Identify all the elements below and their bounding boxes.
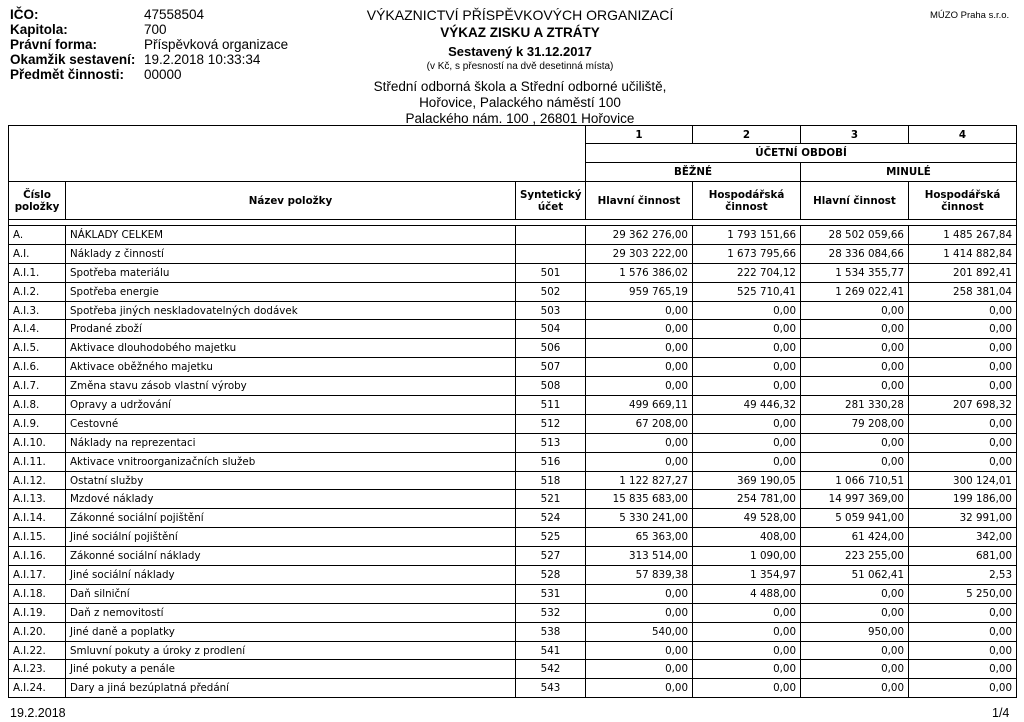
row-econ-previous: 5 250,00 (909, 584, 1017, 603)
row-account: 532 (516, 603, 586, 622)
previous-period-header: MINULÉ (801, 163, 1017, 182)
row-econ-current: 49 528,00 (693, 509, 801, 528)
row-name: Jiné sociální náklady (66, 566, 516, 585)
row-econ-previous: 2,53 (909, 566, 1017, 585)
row-main-previous: 79 208,00 (801, 414, 909, 433)
row-account: 502 (516, 282, 586, 301)
row-number: A.I.19. (9, 603, 66, 622)
table-row (9, 584, 1017, 603)
row-number: A.I.16. (9, 547, 66, 566)
row-econ-previous: 1 414 882,84 (909, 244, 1017, 263)
row-econ-current: 408,00 (693, 528, 801, 547)
ico-label: IČO: (10, 7, 39, 22)
row-main-current: 0,00 (586, 301, 693, 320)
row-name: Cestovné (66, 414, 516, 433)
row-main-previous: 0,00 (801, 660, 909, 679)
row-account: 518 (516, 471, 586, 490)
row-account: 528 (516, 566, 586, 585)
row-account: 504 (516, 320, 586, 339)
row-number: A.I.1. (9, 263, 66, 282)
row-main-previous: 0,00 (801, 339, 909, 358)
row-main-previous: 0,00 (801, 320, 909, 339)
row-econ-previous: 1 485 267,84 (909, 226, 1017, 245)
row-name: Náklady z činností (66, 244, 516, 263)
row-account (516, 244, 586, 263)
row-econ-current: 49 446,32 (693, 396, 801, 415)
row-account (516, 226, 586, 245)
table-row (9, 603, 1017, 622)
row-main-current: 313 514,00 (586, 547, 693, 566)
row-main-previous: 14 997 369,00 (801, 490, 909, 509)
row-econ-previous: 0,00 (909, 377, 1017, 396)
row-name: Aktivace oběžného majetku (66, 358, 516, 377)
kapitola-value: 700 (144, 22, 167, 37)
col-header-main-previous: Hlavní činnost (801, 182, 909, 220)
table-row (9, 320, 1017, 339)
row-main-current: 0,00 (586, 358, 693, 377)
row-main-previous: 0,00 (801, 301, 909, 320)
table-row (9, 226, 1017, 245)
row-econ-current: 0,00 (693, 433, 801, 452)
col-number-2: 2 (693, 126, 801, 144)
col-header-number: Číslo položky (9, 182, 66, 220)
row-main-current: 0,00 (586, 452, 693, 471)
row-name: Prodané zboží (66, 320, 516, 339)
row-main-current: 0,00 (586, 320, 693, 339)
table-row (9, 244, 1017, 263)
kapitola-label: Kapitola: (10, 22, 68, 37)
row-econ-current: 254 781,00 (693, 490, 801, 509)
row-main-current: 0,00 (586, 603, 693, 622)
col-number-1: 1 (586, 126, 693, 144)
row-main-previous: 950,00 (801, 622, 909, 641)
row-econ-current: 0,00 (693, 301, 801, 320)
row-account: 521 (516, 490, 586, 509)
row-main-previous: 1 269 022,41 (801, 282, 909, 301)
row-name: NÁKLADY CELKEM (66, 226, 516, 245)
row-econ-current: 1 793 151,66 (693, 226, 801, 245)
row-main-current: 57 839,38 (586, 566, 693, 585)
row-econ-current: 222 704,12 (693, 263, 801, 282)
row-econ-current: 369 190,05 (693, 471, 801, 490)
pravni-forma-label: Právní forma: (10, 37, 98, 52)
row-econ-previous: 258 381,04 (909, 282, 1017, 301)
report-date: Sestavený k 31.12.2017 (448, 44, 592, 59)
row-econ-previous: 0,00 (909, 622, 1017, 641)
org-name-line-1: Střední odborná škola a Střední odborné učiliště, (373, 79, 667, 94)
table-row (9, 452, 1017, 471)
col-number-4: 4 (909, 126, 1017, 144)
row-account: 527 (516, 547, 586, 566)
row-main-current: 499 669,11 (586, 396, 693, 415)
row-account: 511 (516, 396, 586, 415)
row-main-current: 5 330 241,00 (586, 509, 693, 528)
row-main-previous: 28 502 059,66 (801, 226, 909, 245)
row-econ-current: 0,00 (693, 603, 801, 622)
row-econ-current: 0,00 (693, 377, 801, 396)
row-econ-previous: 0,00 (909, 679, 1017, 698)
row-number: A.I.14. (9, 509, 66, 528)
table-row (9, 509, 1017, 528)
row-econ-current: 0,00 (693, 414, 801, 433)
ico-value: 47558504 (144, 7, 205, 22)
row-econ-previous: 681,00 (909, 547, 1017, 566)
row-main-previous: 0,00 (801, 603, 909, 622)
row-econ-current: 525 710,41 (693, 282, 801, 301)
row-account: 507 (516, 358, 586, 377)
row-account: 512 (516, 414, 586, 433)
table-row (9, 641, 1017, 660)
row-number: A.I.10. (9, 433, 66, 452)
report-title: VÝKAZNICTVÍ PŘÍSPĚVKOVÝCH ORGANIZACÍ (366, 7, 674, 23)
row-account: 531 (516, 584, 586, 603)
row-econ-previous: 300 124,01 (909, 471, 1017, 490)
col-number-3: 3 (801, 126, 909, 144)
org-name-line-2: Hořovice, Palackého náměstí 100 (419, 95, 621, 110)
row-account: 525 (516, 528, 586, 547)
row-number: A.I.15. (9, 528, 66, 547)
row-name: Smluvní pokuty a úroky z prodlení (66, 641, 516, 660)
row-name: Mzdové náklady (66, 490, 516, 509)
row-name: Jiné sociální pojištění (66, 528, 516, 547)
row-account: 524 (516, 509, 586, 528)
row-main-current: 0,00 (586, 660, 693, 679)
row-number: A.I. (9, 244, 66, 263)
row-account: 513 (516, 433, 586, 452)
row-econ-previous: 32 991,00 (909, 509, 1017, 528)
row-econ-previous: 0,00 (909, 320, 1017, 339)
profit-loss-table (8, 125, 1017, 698)
predmet-label: Předmět činnosti: (10, 67, 125, 82)
table-row (9, 377, 1017, 396)
row-number: A.I.13. (9, 490, 66, 509)
row-econ-current: 4 488,00 (693, 584, 801, 603)
row-main-current: 15 835 683,00 (586, 490, 693, 509)
row-econ-previous: 199 186,00 (909, 490, 1017, 509)
row-econ-previous: 0,00 (909, 433, 1017, 452)
row-name: Náklady na reprezentaci (66, 433, 516, 452)
table-row (9, 414, 1017, 433)
row-main-previous: 0,00 (801, 452, 909, 471)
row-main-previous: 0,00 (801, 641, 909, 660)
row-main-previous: 0,00 (801, 377, 909, 396)
row-econ-previous: 0,00 (909, 452, 1017, 471)
row-main-current: 29 303 222,00 (586, 244, 693, 263)
table-row (9, 622, 1017, 641)
report-unit: (v Kč, s přesností na dvě desetinná místa) (426, 61, 614, 72)
table-row (9, 660, 1017, 679)
row-main-current: 0,00 (586, 679, 693, 698)
row-number: A.I.22. (9, 641, 66, 660)
row-main-current: 0,00 (586, 377, 693, 396)
row-main-previous: 0,00 (801, 433, 909, 452)
company-name: MÚZO Praha s.r.o. (930, 10, 1010, 21)
row-econ-previous: 342,00 (909, 528, 1017, 547)
row-econ-previous: 0,00 (909, 301, 1017, 320)
row-main-previous: 28 336 084,66 (801, 244, 909, 263)
row-main-current: 0,00 (586, 339, 693, 358)
row-econ-current: 0,00 (693, 452, 801, 471)
row-name: Ostatní služby (66, 471, 516, 490)
row-econ-current: 1 673 795,66 (693, 244, 801, 263)
row-econ-previous: 0,00 (909, 603, 1017, 622)
row-name: Spotřeba energie (66, 282, 516, 301)
row-number: A.I.5. (9, 339, 66, 358)
row-econ-previous: 207 698,32 (909, 396, 1017, 415)
row-main-current: 0,00 (586, 641, 693, 660)
row-econ-current: 1 354,97 (693, 566, 801, 585)
row-account: 508 (516, 377, 586, 396)
row-name: Daň silniční (66, 584, 516, 603)
row-econ-previous: 0,00 (909, 358, 1017, 377)
row-econ-previous: 0,00 (909, 339, 1017, 358)
row-account: 503 (516, 301, 586, 320)
row-name: Spotřeba materiálu (66, 263, 516, 282)
table-row (9, 263, 1017, 282)
row-name: Změna stavu zásob vlastní výroby (66, 377, 516, 396)
row-name: Dary a jiná bezúplatná předání (66, 679, 516, 698)
row-main-previous: 61 424,00 (801, 528, 909, 547)
footer-date: 19.2.2018 (10, 706, 66, 720)
row-main-previous: 1 066 710,51 (801, 471, 909, 490)
row-number: A.I.11. (9, 452, 66, 471)
predmet-value: 00000 (144, 67, 182, 82)
table-row (9, 679, 1017, 698)
row-main-previous: 1 534 355,77 (801, 263, 909, 282)
row-name: Jiné daně a poplatky (66, 622, 516, 641)
row-number: A.I.7. (9, 377, 66, 396)
row-number: A.I.18. (9, 584, 66, 603)
row-number: A.I.8. (9, 396, 66, 415)
row-name: Spotřeba jiných neskladovatelných dodávek (66, 301, 516, 320)
row-number: A.I.2. (9, 282, 66, 301)
row-main-previous: 0,00 (801, 358, 909, 377)
col-header-econ-current: Hospodářská činnost (693, 182, 801, 220)
row-name: Jiné pokuty a penále (66, 660, 516, 679)
table-row (9, 358, 1017, 377)
row-econ-current: 0,00 (693, 320, 801, 339)
row-main-previous: 281 330,28 (801, 396, 909, 415)
okamzik-value: 19.2.2018 10:33:34 (144, 52, 261, 67)
row-main-current: 65 363,00 (586, 528, 693, 547)
row-number: A.I.9. (9, 414, 66, 433)
row-account: 541 (516, 641, 586, 660)
row-main-current: 0,00 (586, 584, 693, 603)
row-account: 542 (516, 660, 586, 679)
table-row (9, 566, 1017, 585)
pravni-forma-value: Příspěvková organizace (144, 37, 289, 52)
row-name: Aktivace dlouhodobého majetku (66, 339, 516, 358)
row-name: Aktivace vnitroorganizačních služeb (66, 452, 516, 471)
row-main-current: 67 208,00 (586, 414, 693, 433)
header-empty-cell (9, 126, 586, 182)
col-header-name: Název položky (66, 182, 516, 220)
row-main-previous: 0,00 (801, 679, 909, 698)
footer-page: 1/4 (992, 706, 1010, 720)
row-main-current: 540,00 (586, 622, 693, 641)
col-header-econ-previous: Hospodářská činnost (909, 182, 1017, 220)
row-econ-current: 0,00 (693, 339, 801, 358)
row-econ-current: 0,00 (693, 641, 801, 660)
row-econ-previous: 0,00 (909, 414, 1017, 433)
row-econ-current: 0,00 (693, 679, 801, 698)
row-account: 538 (516, 622, 586, 641)
row-number: A.I.17. (9, 566, 66, 585)
table-row (9, 471, 1017, 490)
row-account: 543 (516, 679, 586, 698)
row-main-current: 1 576 386,02 (586, 263, 693, 282)
table-row (9, 490, 1017, 509)
row-econ-previous: 0,00 (909, 641, 1017, 660)
row-econ-current: 0,00 (693, 622, 801, 641)
table-row (9, 282, 1017, 301)
row-econ-current: 0,00 (693, 660, 801, 679)
row-number: A.I.20. (9, 622, 66, 641)
col-header-main-current: Hlavní činnost (586, 182, 693, 220)
table-row (9, 547, 1017, 566)
table-row (9, 339, 1017, 358)
row-number: A.I.6. (9, 358, 66, 377)
row-account: 501 (516, 263, 586, 282)
row-number: A.I.4. (9, 320, 66, 339)
row-main-previous: 5 059 941,00 (801, 509, 909, 528)
row-main-current: 29 362 276,00 (586, 226, 693, 245)
row-econ-previous: 0,00 (909, 660, 1017, 679)
period-header: ÚČETNÍ OBDOBÍ (586, 144, 1017, 163)
row-main-previous: 51 062,41 (801, 566, 909, 585)
current-period-header: BĚŽNÉ (586, 163, 801, 182)
row-name: Zákonné sociální náklady (66, 547, 516, 566)
row-main-current: 1 122 827,27 (586, 471, 693, 490)
row-number: A. (9, 226, 66, 245)
table-row (9, 433, 1017, 452)
row-number: A.I.12. (9, 471, 66, 490)
table-row (9, 301, 1017, 320)
row-account: 516 (516, 452, 586, 471)
row-name: Daň z nemovitostí (66, 603, 516, 622)
table-row (9, 528, 1017, 547)
table-row (9, 396, 1017, 415)
report-subtitle: VÝKAZ ZISKU A ZTRÁTY (440, 25, 600, 40)
row-econ-previous: 201 892,41 (909, 263, 1017, 282)
table-body (9, 226, 1017, 698)
row-number: A.I.23. (9, 660, 66, 679)
row-name: Zákonné sociální pojištění (66, 509, 516, 528)
col-header-account: Syntetický účet (516, 182, 586, 220)
row-name: Opravy a udržování (66, 396, 516, 415)
row-account: 506 (516, 339, 586, 358)
row-main-current: 0,00 (586, 433, 693, 452)
okamzik-label: Okamžik sestavení: (10, 52, 136, 67)
row-main-previous: 0,00 (801, 584, 909, 603)
row-econ-current: 0,00 (693, 358, 801, 377)
row-number: A.I.24. (9, 679, 66, 698)
row-main-previous: 223 255,00 (801, 547, 909, 566)
row-number: A.I.3. (9, 301, 66, 320)
row-main-current: 959 765,19 (586, 282, 693, 301)
org-address-line: Palackého nám. 100 , 26801 Hořovice (405, 111, 635, 126)
row-econ-current: 1 090,00 (693, 547, 801, 566)
